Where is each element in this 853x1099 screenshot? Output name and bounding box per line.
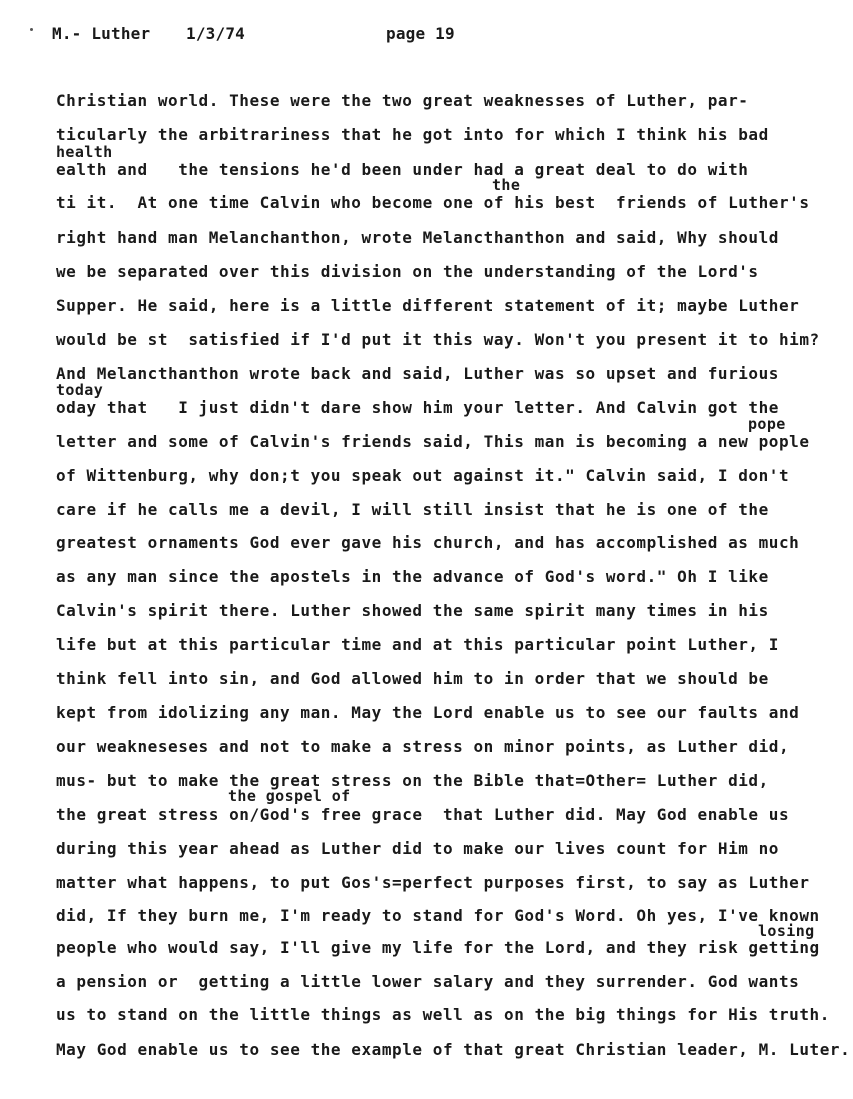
text-line: Calvin's spirit there. Luther showed the same spirit many times in his xyxy=(56,601,769,620)
text-line: ti it. At one time Calvin who become one of his best friends of Luther's xyxy=(56,193,810,212)
text-line: oday that I just didn't dare show him your letter. And Calvin got the xyxy=(56,398,779,417)
text-line: life but at this particular time and at this particular point Luther, I xyxy=(56,635,779,654)
text-line: Supper. He said, here is a little different statement of it; maybe Luther xyxy=(56,296,800,315)
handwritten-insertion: the xyxy=(492,176,521,194)
text-line: letter and some of Calvin's friends said, This man is becoming a new pople xyxy=(56,432,810,451)
text-line: kept from idolizing any man. May the Lord enable us to see our faults and xyxy=(56,703,800,722)
text-line: Christian world. These were the two great weaknesses of Luther, par- xyxy=(56,91,749,110)
text-line: And Melancthanthon wrote back and said, Luther was so upset and furious xyxy=(56,364,779,383)
header-author: M.- Luther xyxy=(52,24,151,43)
handwritten-insertion: health xyxy=(56,143,113,161)
text-line: did, If they burn me, I'm ready to stand for God's Word. Oh yes, I've known xyxy=(56,906,820,925)
text-line: ticularly the arbitrariness that he got into for which I think his bad xyxy=(56,125,769,144)
text-line: think fell into sin, and God allowed him to in order that we should be xyxy=(56,669,769,688)
handwritten-insertion: pope xyxy=(748,415,786,433)
text-line: care if he calls me a devil, I will still insist that he is one of the xyxy=(56,500,769,519)
text-line: during this year ahead as Luther did to make our lives count for Him no xyxy=(56,839,779,858)
text-line: greatest ornaments God ever gave his church, and has accomplished as much xyxy=(56,533,800,552)
text-line: would be st satisfied if I'd put it this way. Won't you present it to him? xyxy=(56,330,820,349)
text-line: right hand man Melanchanthon, wrote Melancthanthon and said, Why should xyxy=(56,228,779,247)
text-line: matter what happens, to put Gos's=perfect purposes first, to say as Luther xyxy=(56,873,810,892)
text-line: we be separated over this division on the understanding of the Lord's xyxy=(56,262,759,281)
text-line: mus- but to make the great stress on the Bible that=Other= Luther did, xyxy=(56,771,769,790)
text-line: us to stand on the little things as well as on the big things for His truth. xyxy=(56,1005,830,1024)
header-date: 1/3/74 xyxy=(186,24,245,43)
margin-mark xyxy=(30,28,33,31)
text-line: a pension or getting a little lower salary and they surrender. God wants xyxy=(56,972,800,991)
text-line: ealth and the tensions he'd been under had a great deal to do with xyxy=(56,160,749,179)
text-line: as any man since the apostels in the advance of God's word." Oh I like xyxy=(56,567,769,586)
header-page-number: page 19 xyxy=(386,24,455,43)
text-line: of Wittenburg, why don;t you speak out against it." Calvin said, I don't xyxy=(56,466,790,485)
text-line: May God enable us to see the example of that great Christian leader, M. Luter. xyxy=(56,1040,851,1059)
handwritten-insertion: today xyxy=(56,381,104,399)
handwritten-insertion: losing xyxy=(758,922,815,940)
text-line: our weakneseses and not to make a stress on minor points, as Luther did, xyxy=(56,737,790,756)
handwritten-insertion: the gospel of xyxy=(228,787,351,805)
text-line: the great stress on/God's free grace that Luther did. May God enable us xyxy=(56,805,790,824)
text-line: people who would say, I'll give my life for the Lord, and they risk getting xyxy=(56,938,820,957)
